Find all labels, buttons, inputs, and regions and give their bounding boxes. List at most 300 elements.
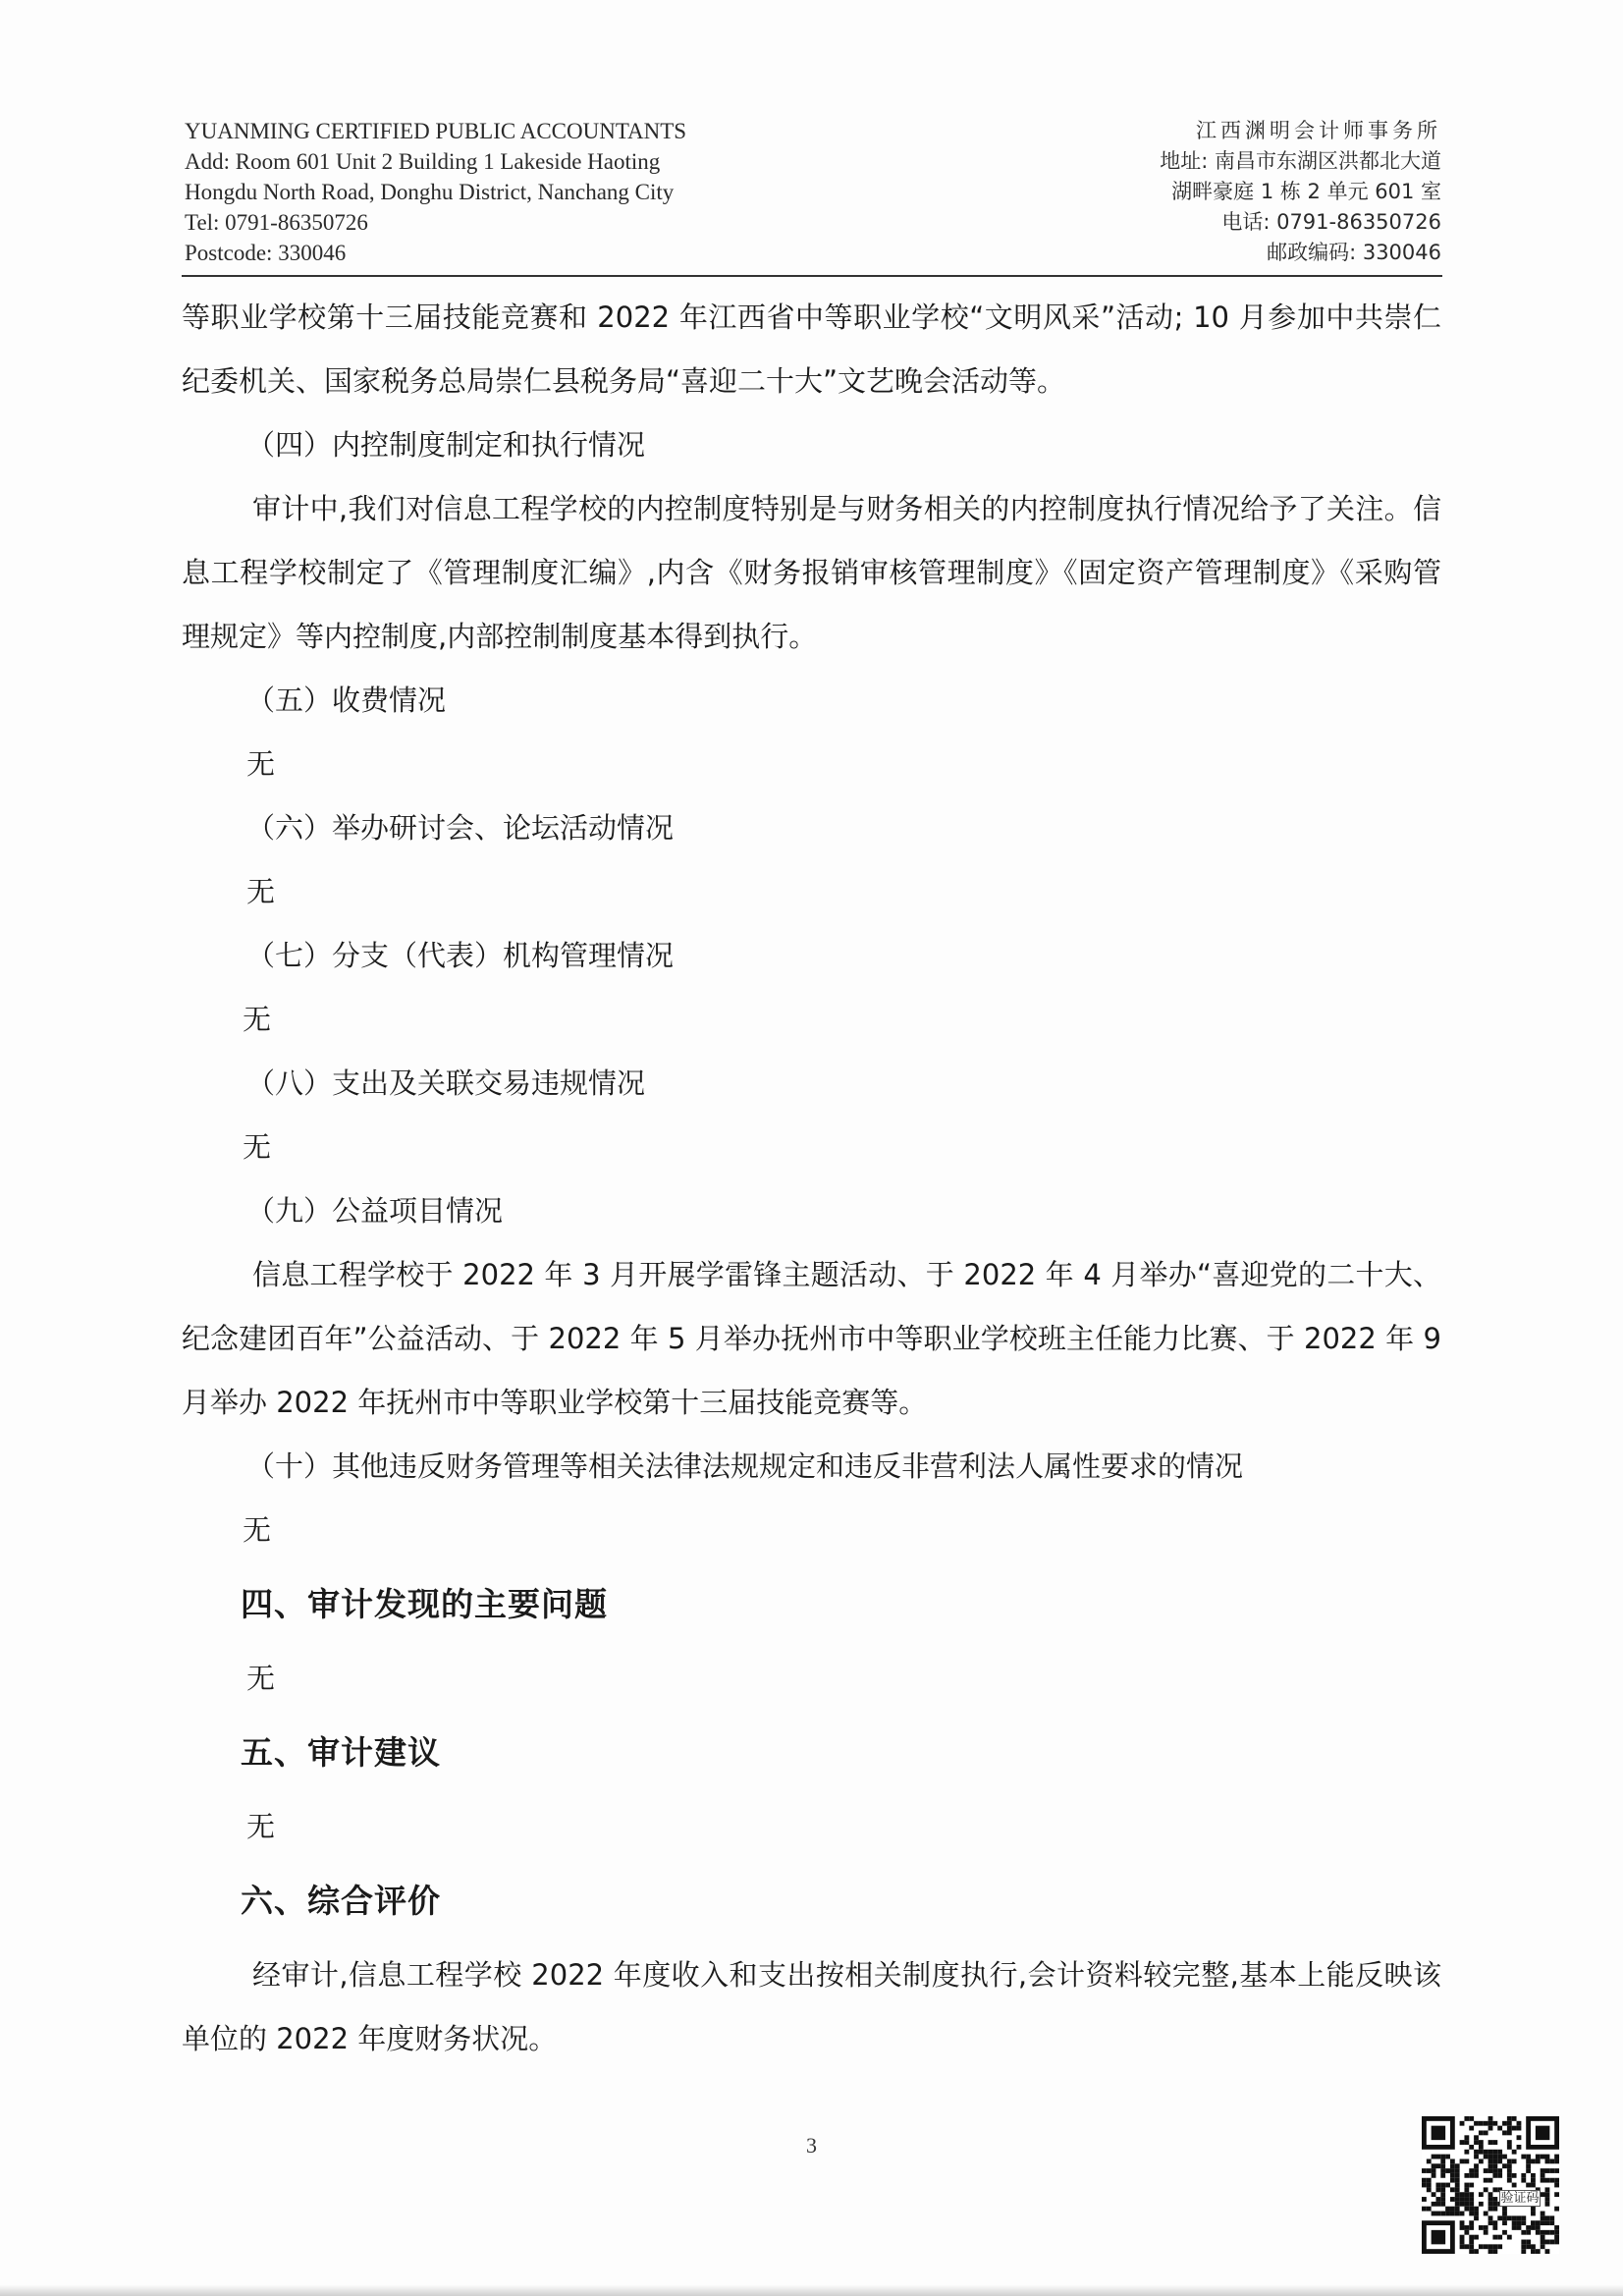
- qr-module: [1464, 2197, 1469, 2202]
- section-5-body: 无: [246, 1810, 276, 1843]
- qr-module: [1479, 2244, 1484, 2249]
- qr-module: [1517, 2220, 1522, 2225]
- qr-module: [1507, 2215, 1512, 2220]
- qr-module: [1488, 2155, 1493, 2159]
- qr-module: [1432, 2155, 1436, 2159]
- qr-module: [1541, 2155, 1545, 2159]
- qr-module: [1545, 2159, 1550, 2163]
- qr-module: [1464, 2225, 1469, 2230]
- qr-module: [1526, 2183, 1531, 2188]
- qr-module: [1488, 2163, 1493, 2168]
- qr-module: [1440, 2187, 1445, 2192]
- qr-module: [1536, 2220, 1541, 2225]
- qr-module: [1488, 2140, 1493, 2145]
- qr-module: [1474, 2135, 1479, 2140]
- qr-module: [1492, 2155, 1497, 2159]
- qr-module: [1427, 2187, 1432, 2192]
- qr-module: [1455, 2173, 1460, 2178]
- item-6-heading: （六）举办研讨会、论坛活动情况: [246, 811, 675, 845]
- qr-module: [1507, 2145, 1512, 2150]
- qr-module: [1492, 2173, 1497, 2178]
- qr-module: [1507, 2163, 1512, 2168]
- qr-module: [1545, 2187, 1550, 2192]
- qr-module: [1521, 2215, 1526, 2220]
- qr-module: [1469, 2207, 1474, 2212]
- item-10-heading: （十）其他违反财务管理等相关法律法规规定和违反非营利法人属性要求的情况: [246, 1449, 1244, 1483]
- qr-module: [1469, 2240, 1474, 2245]
- item-4-heading: （四）内控制度制定和执行情况: [246, 428, 646, 462]
- qr-module: [1512, 2183, 1517, 2188]
- qr-module: [1464, 2207, 1469, 2212]
- address-chinese-line-2: 湖畔豪庭 1 栋 2 单元 601 室: [1171, 180, 1441, 203]
- qr-module: [1469, 2126, 1474, 2131]
- qr-module: [1541, 2235, 1545, 2240]
- qr-module: [1541, 2173, 1545, 2178]
- qr-module: [1497, 2155, 1502, 2159]
- letterhead-english: [185, 116, 686, 268]
- qr-module: [1492, 2163, 1497, 2168]
- item-7-body: 无: [243, 1003, 272, 1036]
- qr-module: [1435, 2197, 1440, 2202]
- qr-module: [1554, 2207, 1559, 2212]
- intro-continuation-paragraph: 等职业学校第十三届技能竞赛和 2022 年江西省中等职业学校“文明风采”活动; 10 月参加中共崇仁纪委机关、国家税务总局崇仁县税务局“喜迎二十大”文艺晚会活动等。: [182, 301, 1441, 398]
- qr-module: [1440, 2168, 1445, 2173]
- qr-module: [1554, 2235, 1559, 2240]
- qr-module: [1507, 2159, 1512, 2163]
- item-8-heading: （八）支出及关联交易违规情况: [246, 1066, 646, 1100]
- qr-module: [1474, 2168, 1479, 2173]
- qr-module: [1492, 2225, 1497, 2230]
- qr-module: [1554, 2168, 1559, 2173]
- qr-module: [1469, 2116, 1474, 2121]
- qr-module: [1507, 2235, 1512, 2240]
- qr-module: [1554, 2178, 1559, 2183]
- firm-name-english: YUANMING CERTIFIED PUBLIC ACCOUNTANTS: [185, 119, 687, 143]
- qr-module: [1474, 2173, 1479, 2178]
- qr-module: [1541, 2168, 1545, 2173]
- qr-module: [1549, 2215, 1554, 2220]
- item-8-body: 无: [243, 1130, 272, 1164]
- qr-module: [1464, 2183, 1469, 2188]
- qr-module: [1469, 2173, 1474, 2178]
- qr-module: [1545, 2240, 1550, 2245]
- section-5-heading: 五、审计建议: [241, 1733, 441, 1772]
- qr-module: [1450, 2207, 1455, 2212]
- qr-module: [1497, 2244, 1502, 2249]
- qr-module: [1469, 2235, 1474, 2240]
- qr-module: [1450, 2197, 1455, 2202]
- qr-module: [1422, 2178, 1427, 2183]
- qr-module: [1469, 2168, 1474, 2173]
- qr-module: [1521, 2155, 1526, 2159]
- qr-module: [1455, 2212, 1460, 2216]
- qr-module: [1422, 2207, 1427, 2212]
- qr-module: [1455, 2207, 1460, 2212]
- qr-module: [1469, 2220, 1474, 2225]
- qr-module: [1460, 2159, 1465, 2163]
- qr-module: [1502, 2212, 1507, 2216]
- firm-name-chinese: 江西渊明会计师事务所: [1196, 119, 1441, 142]
- qr-module: [1455, 2192, 1460, 2197]
- section-4-heading: 四、审计发现的主要问题: [241, 1585, 608, 1623]
- qr-module: [1460, 2225, 1465, 2230]
- qr-module: [1526, 2225, 1531, 2230]
- qr-module: [1484, 2121, 1488, 2126]
- qr-module: [1435, 2163, 1440, 2168]
- qr-module: [1435, 2202, 1440, 2207]
- qr-module: [1479, 2130, 1484, 2135]
- qr-module: [1464, 2140, 1469, 2145]
- qr-module: [1541, 2192, 1545, 2197]
- qr-module: [1450, 2173, 1455, 2178]
- qr-module: [1427, 2183, 1432, 2188]
- qr-module: [1474, 2155, 1479, 2159]
- qr-module: [1531, 2249, 1536, 2254]
- qr-module: [1512, 2220, 1517, 2225]
- qr-module: [1541, 2230, 1545, 2235]
- qr-module: [1474, 2215, 1479, 2220]
- qr-module: [1440, 2202, 1445, 2207]
- qr-module: [1464, 2192, 1469, 2197]
- qr-module: [1479, 2192, 1484, 2197]
- qr-module: [1440, 2197, 1445, 2202]
- qr-module: [1488, 2215, 1493, 2220]
- qr-module: [1474, 2212, 1479, 2216]
- qr-module: [1450, 2212, 1455, 2216]
- qr-module: [1488, 2116, 1493, 2121]
- letterhead-divider: [182, 275, 1442, 277]
- verification-qr-code[interactable]: [1422, 2116, 1559, 2254]
- address-english-line-2: Hongdu North Road, Donghu District, Nanchang City: [185, 180, 675, 204]
- qr-module: [1460, 2244, 1465, 2249]
- qr-module: [1484, 2225, 1488, 2230]
- letterhead-chinese: [1160, 116, 1441, 268]
- qr-module: [1507, 2126, 1512, 2131]
- item-10-body: 无: [243, 1513, 272, 1547]
- telephone-chinese: 电话: 0791-86350726: [1221, 210, 1441, 234]
- qr-module: [1484, 2150, 1488, 2155]
- qr-module: [1497, 2126, 1502, 2131]
- qr-module: [1512, 2116, 1517, 2121]
- qr-module: [1531, 2183, 1536, 2188]
- qr-module: [1488, 2202, 1493, 2207]
- qr-module: [1445, 2155, 1450, 2159]
- qr-module: [1474, 2235, 1479, 2240]
- qr-module: [1460, 2192, 1465, 2197]
- qr-module: [1545, 2230, 1550, 2235]
- qr-module: [1502, 2220, 1507, 2225]
- page-number: 3: [806, 2133, 817, 2158]
- qr-module: [1469, 2145, 1474, 2150]
- qr-module: [1545, 2192, 1550, 2197]
- qr-module: [1554, 2240, 1559, 2245]
- qr-module: [1526, 2168, 1531, 2173]
- qr-module: [1512, 2126, 1517, 2131]
- qr-module: [1427, 2207, 1432, 2212]
- postcode-chinese: 邮政编码: 330046: [1267, 241, 1441, 264]
- qr-module: [1455, 2187, 1460, 2192]
- qr-module: [1497, 2159, 1502, 2163]
- qr-module: [1427, 2178, 1432, 2183]
- qr-module: [1541, 2220, 1545, 2225]
- qr-module: [1492, 2207, 1497, 2212]
- qr-module: [1492, 2159, 1497, 2163]
- qr-module: [1469, 2244, 1474, 2249]
- qr-module: [1432, 2202, 1436, 2207]
- qr-module: [1479, 2145, 1484, 2150]
- qr-module: [1521, 2249, 1526, 2254]
- qr-module: [1479, 2140, 1484, 2145]
- qr-module: [1497, 2168, 1502, 2173]
- qr-module: [1484, 2178, 1488, 2183]
- qr-module: [1517, 2135, 1522, 2140]
- qr-module: [1526, 2244, 1531, 2249]
- qr-module: [1541, 2178, 1545, 2183]
- section-6-heading: 六、综合评价: [241, 1882, 441, 1920]
- qr-module: [1440, 2163, 1445, 2168]
- qr-module: [1554, 2192, 1559, 2197]
- qr-module: [1432, 2163, 1436, 2168]
- qr-module: [1512, 2215, 1517, 2220]
- qr-module: [1507, 2173, 1512, 2178]
- qr-module: [1517, 2225, 1522, 2230]
- item-5-body: 无: [246, 747, 276, 781]
- qr-module: [1484, 2230, 1488, 2235]
- qr-module: [1440, 2192, 1445, 2197]
- qr-module: [1531, 2173, 1536, 2178]
- qr-module: [1531, 2244, 1536, 2249]
- qr-module: [1521, 2230, 1526, 2235]
- qr-module: [1432, 2168, 1436, 2173]
- qr-module: [1435, 2155, 1440, 2159]
- qr-module: [1531, 2178, 1536, 2183]
- qr-module: [1432, 2192, 1436, 2197]
- item-5-heading: （五）收费情况: [246, 683, 447, 717]
- qr-module: [1450, 2178, 1455, 2183]
- qr-module: [1497, 2235, 1502, 2240]
- qr-module: [1440, 2212, 1445, 2216]
- qr-module: [1488, 2168, 1493, 2173]
- qr-module: [1531, 2220, 1536, 2225]
- qr-module: [1554, 2225, 1559, 2230]
- qr-module: [1536, 2249, 1541, 2254]
- qr-module: [1531, 2207, 1536, 2212]
- qr-module: [1526, 2155, 1531, 2159]
- qr-module: [1464, 2116, 1469, 2121]
- qr-module: [1427, 2168, 1432, 2173]
- qr-module: [1502, 2230, 1507, 2235]
- qr-module: [1484, 2244, 1488, 2249]
- qr-module: [1479, 2202, 1484, 2207]
- qr-module: [1460, 2140, 1465, 2145]
- qr-module: [1484, 2187, 1488, 2192]
- qr-module: [1531, 2212, 1536, 2216]
- section-4-body: 无: [246, 1662, 276, 1695]
- qr-module: [1460, 2202, 1465, 2207]
- qr-module: [1488, 2150, 1493, 2155]
- qr-module: [1435, 2212, 1440, 2216]
- qr-module: [1512, 2173, 1517, 2178]
- qr-module: [1455, 2183, 1460, 2188]
- section-6-paragraph: 经审计,信息工程学校 2022 年度收入和支出按相关制度执行,会计资料较完整,基本上能反映该单位的 2022 年度财务状况。: [182, 1958, 1441, 2055]
- postcode-english: Postcode: 330046: [185, 241, 347, 265]
- qr-module: [1502, 2207, 1507, 2212]
- qr-module: [1484, 2168, 1488, 2173]
- qr-module: [1469, 2192, 1474, 2197]
- qr-module: [1497, 2215, 1502, 2220]
- qr-module: [1435, 2183, 1440, 2188]
- qr-module: [1445, 2183, 1450, 2188]
- qr-module: [1492, 2244, 1497, 2249]
- qr-module: [1455, 2168, 1460, 2173]
- qr-module: [1507, 2116, 1512, 2121]
- qr-module: [1526, 2240, 1531, 2245]
- qr-module: [1469, 2225, 1474, 2230]
- qr-module: [1455, 2178, 1460, 2183]
- qr-module: [1469, 2183, 1474, 2188]
- qr-module: [1464, 2150, 1469, 2155]
- qr-module: [1521, 2173, 1526, 2178]
- qr-module: [1521, 2244, 1526, 2249]
- qr-module: [1440, 2155, 1445, 2159]
- qr-module: [1502, 2130, 1507, 2135]
- qr-module: [1455, 2197, 1460, 2202]
- qr-module: [1492, 2197, 1497, 2202]
- qr-module: [1488, 2249, 1493, 2254]
- qr-module: [1554, 2183, 1559, 2188]
- qr-module: [1502, 2155, 1507, 2159]
- qr-module: [1554, 2155, 1559, 2159]
- qr-module: [1488, 2220, 1493, 2225]
- qr-module: [1432, 2212, 1436, 2216]
- qr-module: [1445, 2207, 1450, 2212]
- qr-module: [1460, 2121, 1465, 2126]
- qr-module: [1455, 2202, 1460, 2207]
- qr-module: [1545, 2155, 1550, 2159]
- qr-module: [1531, 2159, 1536, 2163]
- qr-module: [1517, 2145, 1522, 2150]
- qr-module: [1469, 2202, 1474, 2207]
- qr-module: [1502, 2163, 1507, 2168]
- qr-module: [1536, 2225, 1541, 2230]
- qr-module: [1440, 2159, 1445, 2163]
- qr-module: [1526, 2159, 1531, 2163]
- telephone-english: Tel: 0791-86350726: [185, 210, 368, 235]
- qr-module: [1517, 2126, 1522, 2131]
- qr-module: [1474, 2249, 1479, 2254]
- qr-module: [1536, 2159, 1541, 2163]
- qr-module: [1445, 2168, 1450, 2173]
- qr-module: [1492, 2168, 1497, 2173]
- qr-module: [1545, 2202, 1550, 2207]
- qr-module: [1517, 2121, 1522, 2126]
- qr-module: [1545, 2220, 1550, 2225]
- qr-module: [1549, 2178, 1554, 2183]
- report-body: [182, 286, 1441, 2071]
- qr-module: [1545, 2178, 1550, 2183]
- qr-module: [1536, 2230, 1541, 2235]
- qr-module: [1517, 2215, 1522, 2220]
- qr-module: [1479, 2121, 1484, 2126]
- qr-module: [1474, 2140, 1479, 2145]
- qr-module: [1488, 2126, 1493, 2131]
- qr-module: [1488, 2121, 1493, 2126]
- qr-module: [1545, 2168, 1550, 2173]
- qr-module: [1460, 2197, 1465, 2202]
- qr-module: [1488, 2244, 1493, 2249]
- scan-edge: [0, 2284, 1623, 2296]
- qr-module: [1549, 2168, 1554, 2173]
- qr-module: [1450, 2159, 1455, 2163]
- qr-module: [1521, 2220, 1526, 2225]
- qr-module: [1464, 2159, 1469, 2163]
- qr-module: [1554, 2159, 1559, 2163]
- qr-module: [1492, 2202, 1497, 2207]
- qr-module: [1435, 2187, 1440, 2192]
- qr-module: [1460, 2220, 1465, 2225]
- qr-module: [1479, 2225, 1484, 2230]
- qr-module: [1460, 2212, 1465, 2216]
- qr-module: [1464, 2135, 1469, 2140]
- qr-module: [1450, 2187, 1455, 2192]
- qr-module: [1507, 2121, 1512, 2126]
- qr-module: [1464, 2173, 1469, 2178]
- qr-module: [1440, 2173, 1445, 2178]
- qr-module: [1549, 2240, 1554, 2245]
- item-6-body: 无: [246, 875, 276, 908]
- qr-module: [1492, 2187, 1497, 2192]
- qr-module: [1536, 2155, 1541, 2159]
- qr-module: [1422, 2197, 1427, 2202]
- qr-module: [1488, 2159, 1493, 2163]
- qr-module: [1474, 2207, 1479, 2212]
- qr-module: [1445, 2212, 1450, 2216]
- qr-module: [1507, 2168, 1512, 2173]
- address-chinese-line-1: 地址: 南昌市东湖区洪都北大道: [1160, 149, 1441, 173]
- qr-module: [1512, 2159, 1517, 2163]
- qr-module: [1460, 2235, 1465, 2240]
- qr-module: [1427, 2159, 1432, 2163]
- qr-module: [1440, 2183, 1445, 2188]
- qr-module: [1488, 2197, 1493, 2202]
- qr-module: [1526, 2230, 1531, 2235]
- qr-module: [1541, 2240, 1545, 2245]
- qr-module: [1492, 2220, 1497, 2225]
- qr-module: [1526, 2163, 1531, 2168]
- qr-module: [1545, 2249, 1550, 2254]
- qr-module: [1512, 2225, 1517, 2230]
- qr-verification-label: 验证码: [1500, 2191, 1540, 2206]
- qr-module: [1474, 2121, 1479, 2126]
- qr-module: [1479, 2150, 1484, 2155]
- qr-module: [1554, 2230, 1559, 2235]
- qr-module: [1464, 2202, 1469, 2207]
- qr-module: [1474, 2163, 1479, 2168]
- qr-module: [1492, 2249, 1497, 2254]
- qr-module: [1497, 2173, 1502, 2178]
- qr-module: [1432, 2173, 1436, 2178]
- qr-module: [1507, 2140, 1512, 2145]
- qr-module: [1541, 2215, 1545, 2220]
- qr-module: [1549, 2220, 1554, 2225]
- qr-module: [1512, 2150, 1517, 2155]
- qr-module: [1469, 2212, 1474, 2216]
- item-4-paragraph: 审计中,我们对信息工程学校的内控制度特别是与财务相关的内控制度执行情况给予了关注。信息工程学校制定了《管理制度汇编》,内含《财务报销审核管理制度》《固定资产管理制度》《采购管理规定》等内控制度,内部控制制度基本得到执行。: [182, 492, 1441, 653]
- qr-module: [1541, 2212, 1545, 2216]
- qr-module: [1469, 2197, 1474, 2202]
- qr-module: [1464, 2187, 1469, 2192]
- qr-module: [1464, 2244, 1469, 2249]
